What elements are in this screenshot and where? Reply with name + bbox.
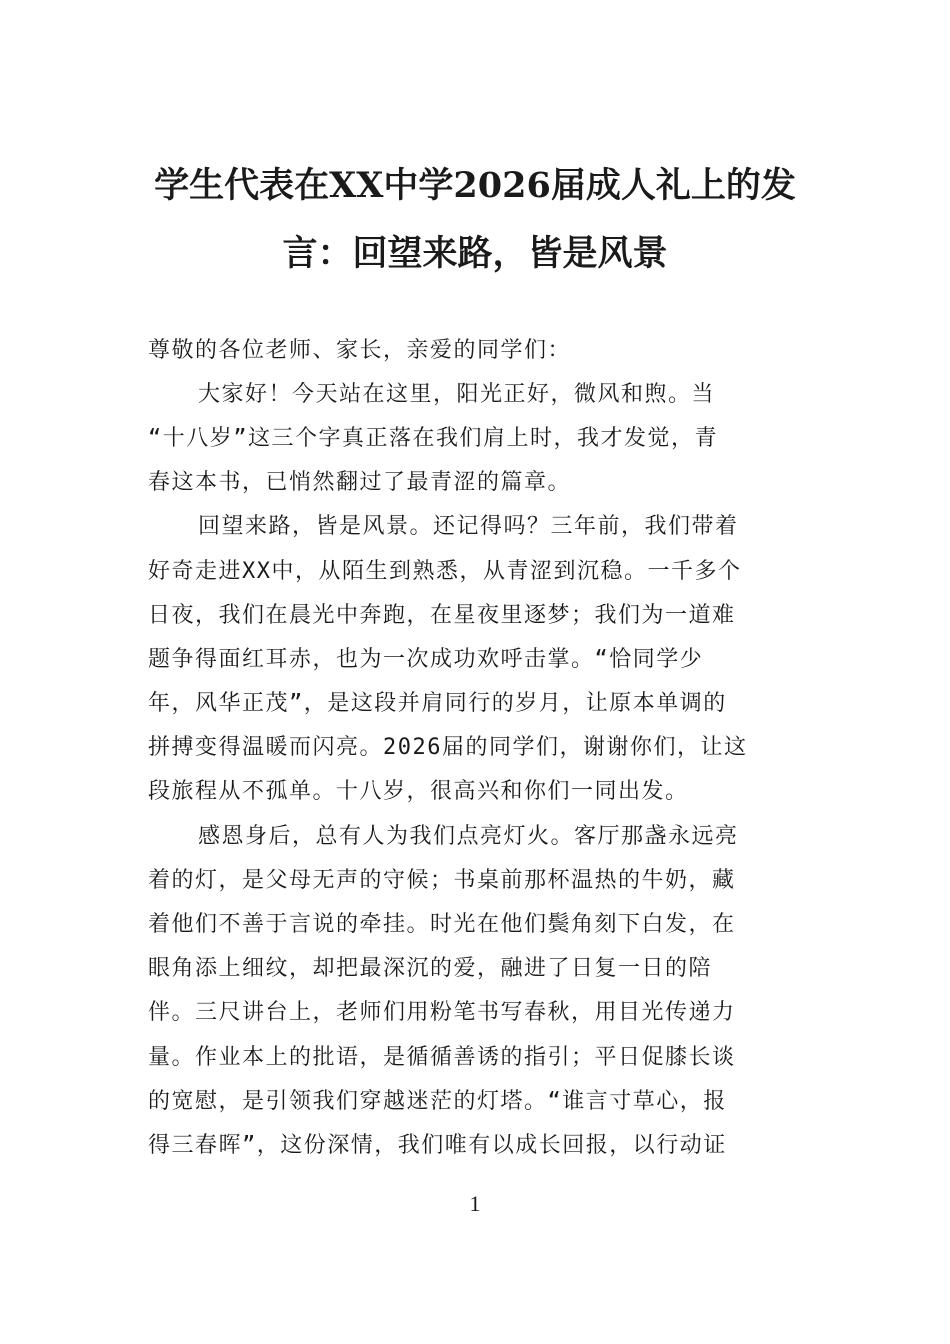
- document-title-line-2: 言：回望来路，皆是风景: [282, 233, 668, 274]
- paragraph-line: 回望来路，皆是风景。还记得吗？三年前，我们带着: [198, 514, 739, 539]
- paragraph-line: “十八岁”这三个字真正落在我们肩上时，我才发觉，青: [148, 426, 718, 451]
- paragraph-line: 题争得面红耳赤，也为一次成功欢呼击掌。“恰同学少: [148, 647, 704, 672]
- paragraph-line: 春这本书，已悄然翻过了最青涩的篇章。: [148, 470, 572, 495]
- paragraph-line: 眼角添上细纹，却把最深沉的爱，融进了日复一日的陪: [148, 956, 713, 981]
- paragraph-line: 的宽慰，是引领我们穿越迷茫的灯塔。“谁言寸草心，报: [148, 1089, 727, 1114]
- salutation: 尊敬的各位老师、家长，亲爱的同学们：: [148, 338, 572, 363]
- paragraph-line: 日夜，我们在晨光中奔跑，在星夜里逐梦；我们为一道难: [148, 603, 736, 628]
- paragraph-line: 得三春晖”，这份深情，我们唯有以成长回报，以行动证: [148, 1133, 727, 1158]
- paragraph-line: 量。作业本上的批语，是循循善诱的指引；平日促膝长谈: [148, 1045, 736, 1070]
- paragraph-line: 着的灯，是父母无声的守候；书桌前那杯温热的牛奶，藏: [148, 868, 736, 893]
- paragraph-line: 着他们不善于言说的牵挂。时光在他们鬓角刻下白发，在: [148, 912, 736, 937]
- paragraph-line: 年，风华正茂”，是这段并肩同行的岁月，让原本单调的: [148, 691, 727, 716]
- paragraph-line: 段旅程从不孤单。十八岁，很高兴和你们一同出发。: [148, 779, 689, 804]
- paragraph-line: 大家好！今天站在这里，阳光正好，微风和煦。当: [198, 382, 716, 407]
- page-number: 1: [469, 1191, 481, 1216]
- paragraph-line: 拼搏变得温暖而闪亮。2026届的同学们，谢谢你们，让这: [148, 735, 748, 760]
- document-title-line-1: 学生代表在XX中学2026届成人礼上的发: [154, 165, 796, 206]
- paragraph-line: 感恩身后，总有人为我们点亮灯火。客厅那盏永远亮: [198, 824, 739, 849]
- paragraph-line: 好奇走进XX中，从陌生到熟悉，从青涩到沉稳。一千多个: [148, 559, 742, 584]
- paragraph-line: 伴。三尺讲台上，老师们用粉笔书写春秋，用目光传递力: [148, 1000, 736, 1025]
